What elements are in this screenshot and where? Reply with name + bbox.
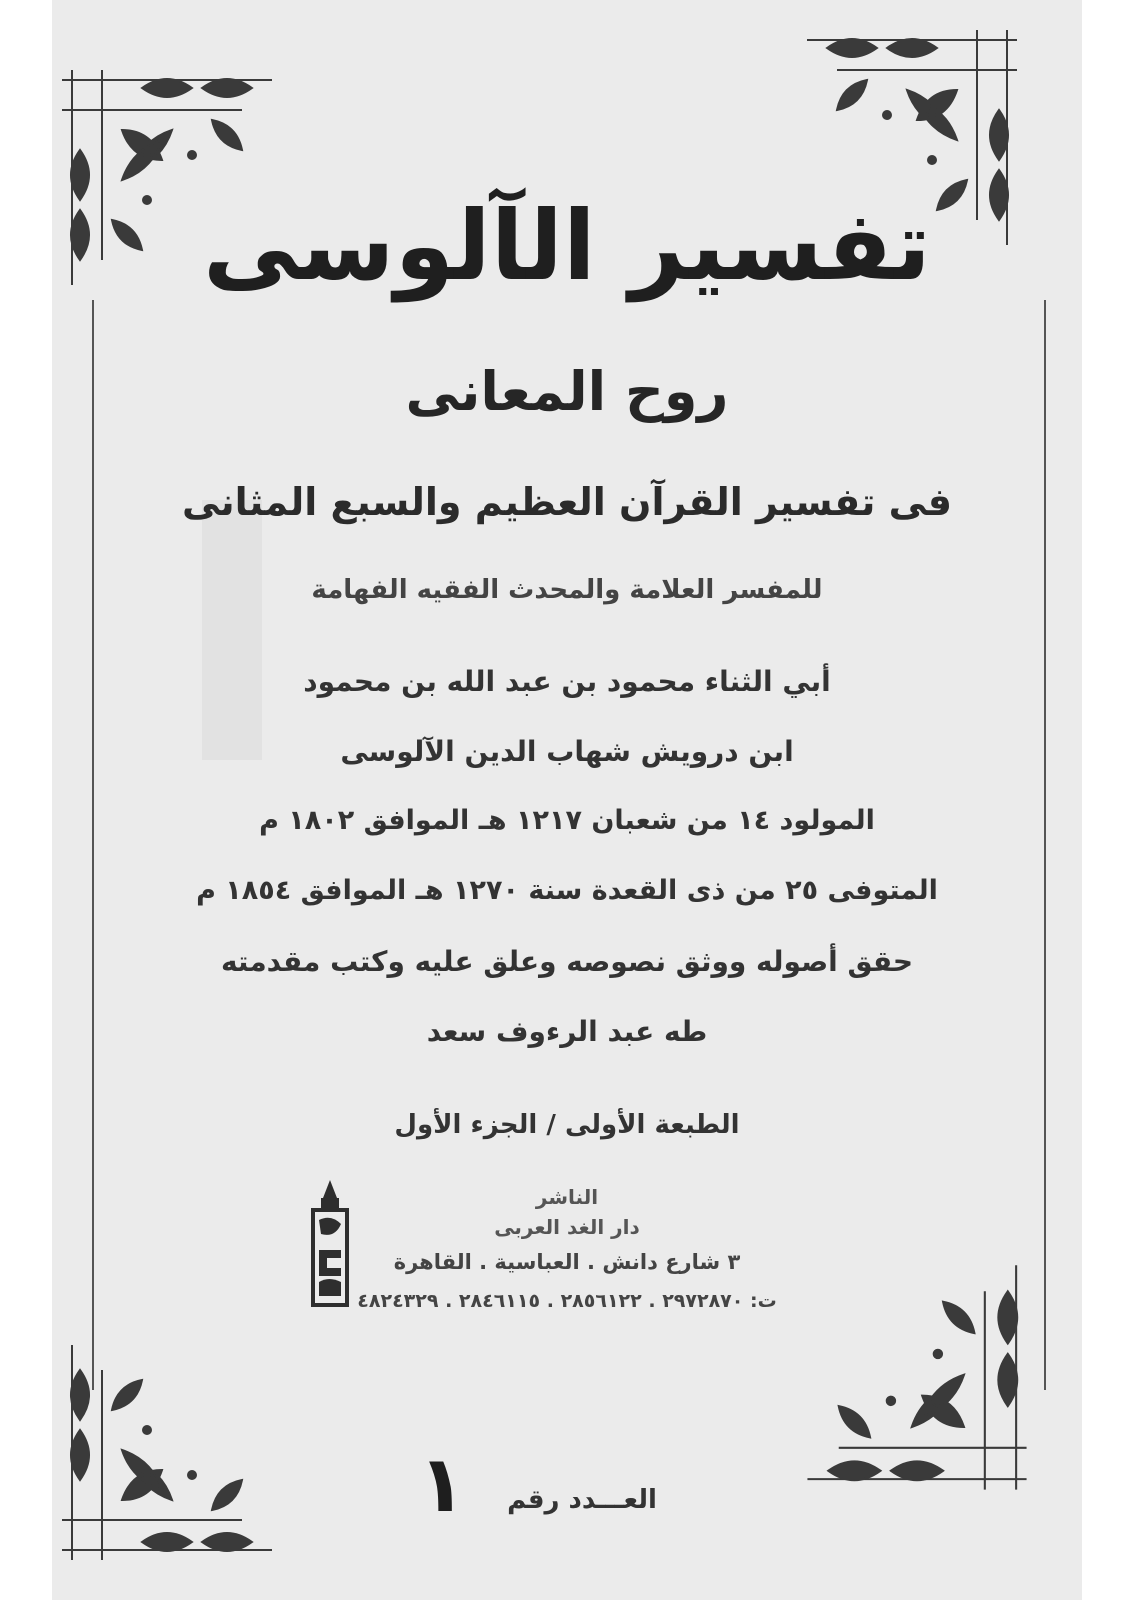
author-name-line-1: أبي الثناء محمود بن عبد الله بن محمود	[303, 665, 831, 698]
edition-volume: الطبعة الأولى / الجزء الأول	[394, 1110, 740, 1140]
publisher-phones: ت: ٢٩٧٢٨٧٠ . ٢٨٥٦١٢٢ . ٢٨٤٦١١٥ . ٤٨٢٤٣٢٩	[357, 1290, 777, 1312]
birth-date: المولود ١٤ من شعبان ١٢١٧ هـ الموافق ١٨٠٢ م	[259, 805, 875, 836]
editor-name: طه عبد الرءوف سعد	[426, 1015, 708, 1048]
publisher-name: دار الغد العربى	[494, 1215, 640, 1239]
death-date: المتوفى ٢٥ من ذى القعدة سنة ١٢٧٠ هـ الموافق ١٨٥٤ م	[196, 875, 938, 906]
ornament-bottom-left-icon	[52, 1340, 282, 1570]
book-subtitle: روح المعانى	[405, 360, 729, 423]
ornament-bottom-right-icon	[797, 1230, 1037, 1530]
issue-number: ١	[418, 1440, 466, 1530]
publisher-logo-icon	[305, 1180, 355, 1310]
author-epithet: للمفسر العلامة والمحدث الفقيه الفهامة	[311, 575, 823, 605]
issue-label: العـــدد رقم	[507, 1485, 657, 1515]
author-name-line-2: ابن درويش شهاب الدين الآلوسى	[340, 735, 794, 768]
full-title: فى تفسير القرآن العظيم والسبع المثانى	[181, 480, 953, 524]
publisher-label: الناشر	[535, 1185, 599, 1209]
book-title: تفسير الآلوسى	[203, 190, 931, 302]
editor-note: حقق أصوله ووثق نصوصه وعلق عليه وكتب مقدمته	[220, 945, 914, 978]
page	[52, 0, 1082, 1600]
publisher-address: ٣ شارع دانش . العباسية . القاهرة	[393, 1250, 741, 1274]
paper-shade	[202, 500, 262, 760]
